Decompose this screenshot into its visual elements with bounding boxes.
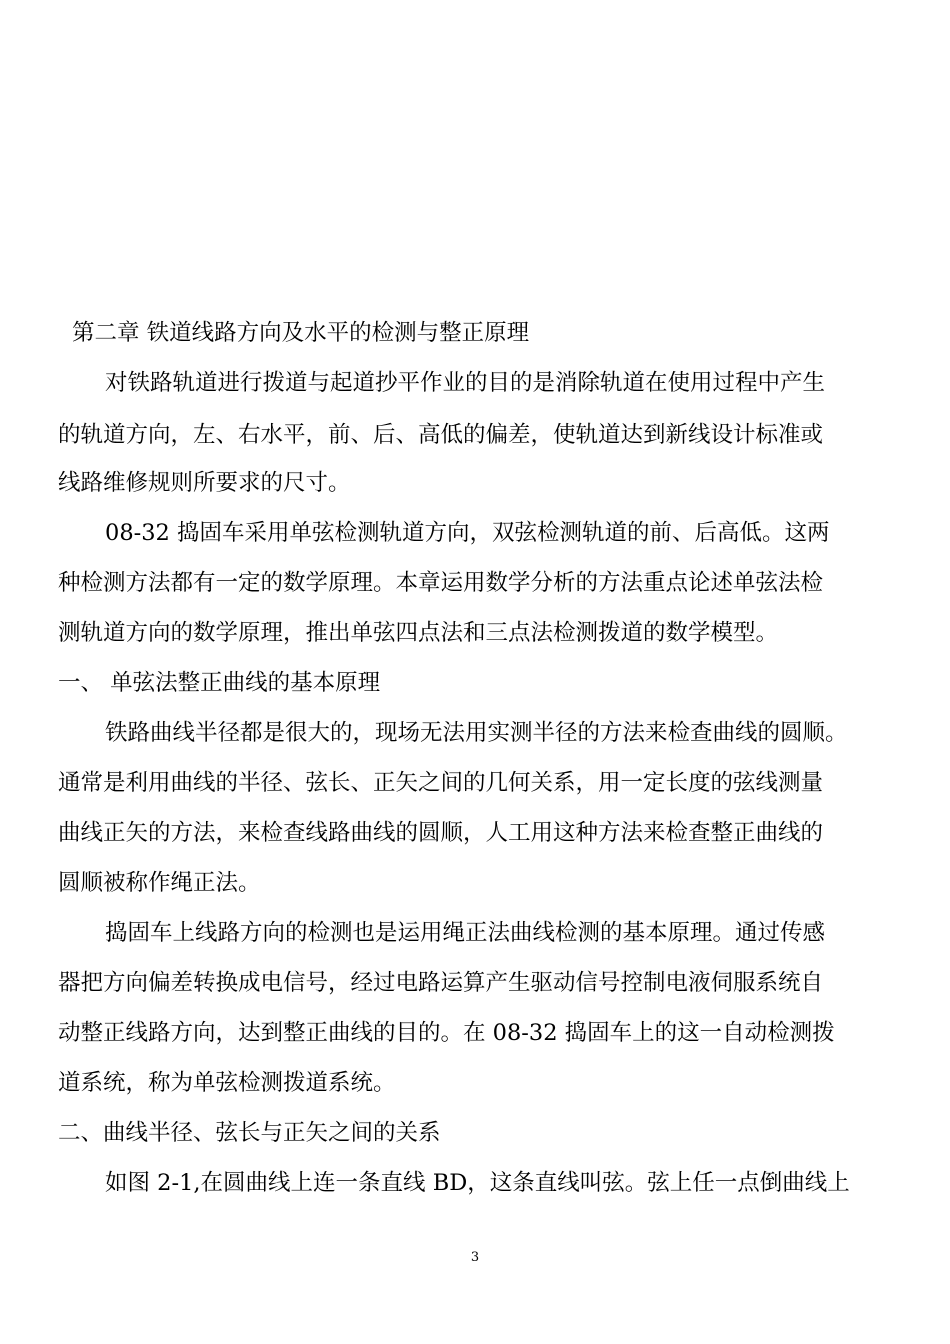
paragraph-3-line-3: 曲线正矢的方法，来检查线路曲线的圆顺，人工用这种方法来检查整正曲线的: [58, 820, 824, 846]
paragraph-3-line-2: 通常是利用曲线的半径、弦长、正矢之间的几何关系，用一定长度的弦线测量: [58, 770, 824, 796]
paragraph-3-line-4: 圆顺被称作绳正法。: [58, 870, 261, 896]
paragraph-1-line-1: 对铁路轨道进行拨道与起道抄平作业的目的是消除轨道在使用过程中产生: [105, 370, 826, 396]
paragraph-2-line-3: 测轨道方向的数学原理，推出单弦四点法和三点法检测拨道的数学模型。: [58, 620, 779, 646]
page-number: 3: [470, 1250, 480, 1265]
paragraph-4-line-1: 捣固车上线路方向的检测也是运用绳正法曲线检测的基本原理。通过传感: [105, 920, 826, 946]
paragraph-4-line-3: 动整正线路方向，达到整正曲线的目的。在 08-32 捣固车上的这一自动检测拨: [58, 1020, 835, 1046]
paragraph-1-line-3: 线路维修规则所要求的尺寸。: [58, 470, 351, 496]
paragraph-2-line-2: 种检测方法都有一定的数学原理。本章运用数学分析的方法重点论述单弦法检: [58, 570, 824, 596]
section-2-title: 二、曲线半径、弦长与正矢之间的关系: [58, 1120, 441, 1146]
paragraph-4-line-4: 道系统，称为单弦检测拨道系统。: [58, 1070, 396, 1096]
paragraph-2-line-1: 08-32 捣固车采用单弦检测轨道方向，双弦检测轨道的前、后高低。这两: [105, 520, 830, 546]
paragraph-1-line-2: 的轨道方向，左、右水平，前、后、高低的偏差，使轨道达到新线设计标准或: [58, 422, 824, 448]
chapter-title: 第二章 铁道线路方向及水平的检测与整正原理: [72, 320, 530, 346]
paragraph-4-line-2: 器把方向偏差转换成电信号，经过电路运算产生驱动信号控制电液伺服系统自: [58, 970, 824, 996]
paragraph-3-line-1: 铁路曲线半径都是很大的，现场无法用实测半径的方法来检查曲线的圆顺。: [105, 720, 848, 746]
paragraph-5-line-1: 如图 2-1,在圆曲线上连一条直线 BD，这条直线叫弦。弦上任一点倒曲线上: [105, 1170, 850, 1196]
section-1-title: 一、 单弦法整正曲线的基本原理: [58, 670, 381, 696]
